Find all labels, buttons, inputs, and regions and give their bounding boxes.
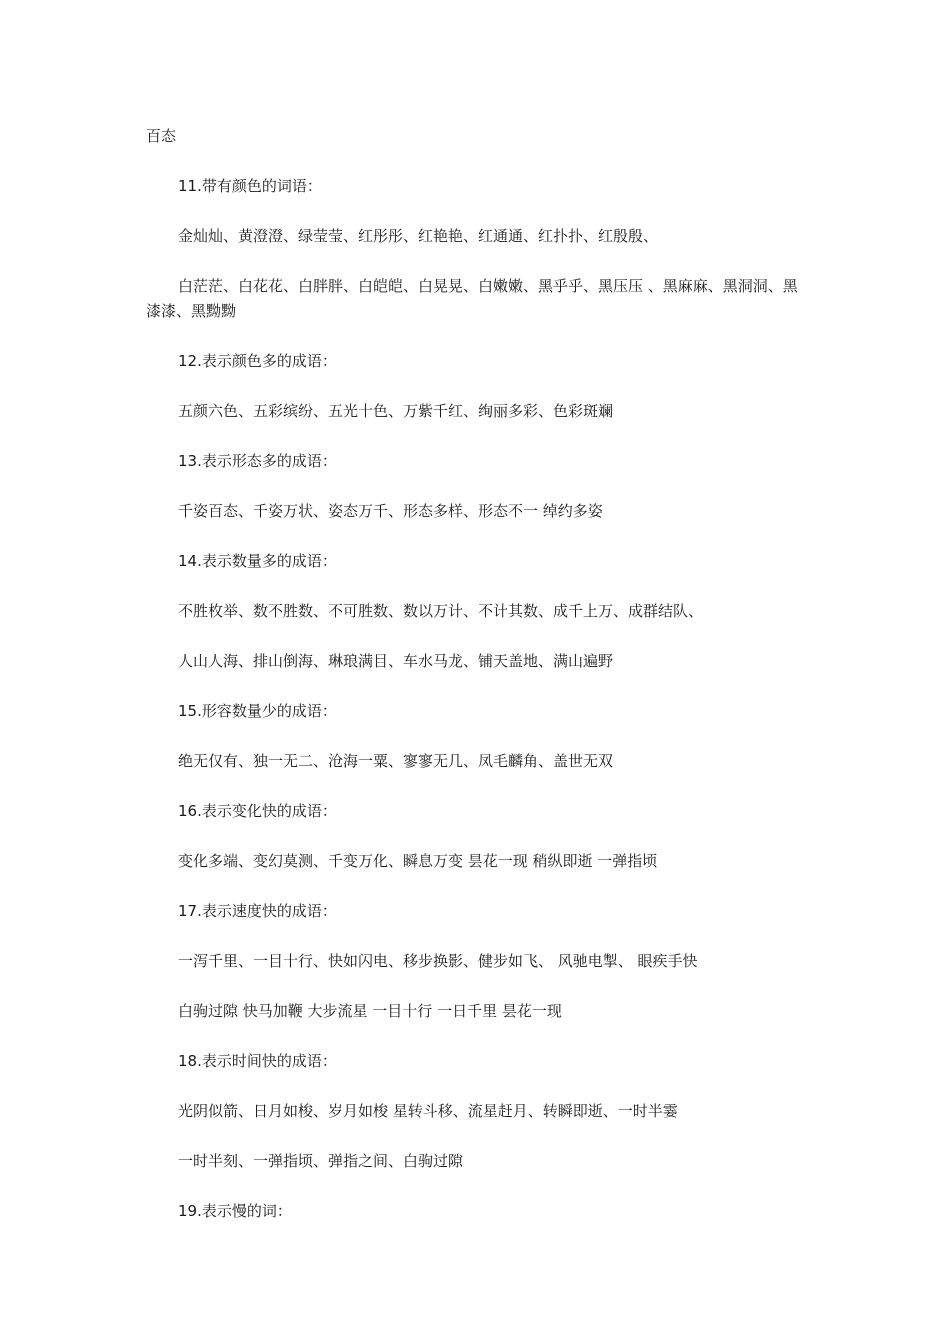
paragraph-time-idioms-1: 光阴似箭、日月如梭、岁月如梭 星转斗移、流星赶月、转瞬即逝、一时半霎 [178, 1102, 678, 1120]
paragraph-17-heading: 17.表示速度快的成语： [178, 902, 337, 920]
paragraph-few-idioms: 绝无仅有、独一无二、沧海一粟、寥寥无几、凤毛麟角、盖世无双 [178, 752, 614, 770]
document-body [146, 124, 810, 1249]
paragraph-19-heading: 19.表示慢的词： [178, 1202, 292, 1220]
document-title: 百态 [146, 127, 177, 145]
paragraph-14-heading: 14.表示数量多的成语： [178, 552, 337, 570]
paragraph-speed-idioms-2: 白驹过隙 快马加鞭 大步流星 一目十行 一日千里 昙花一现 [178, 1002, 562, 1020]
paragraph-color-idioms: 五颜六色、五彩缤纷、五光十色、万紫千红、绚丽多彩、色彩斑斓 [178, 402, 614, 420]
paragraph-change-idioms: 变化多端、变幻莫测、千变万化、瞬息万变 昙花一现 稍纵即逝 一弹指顷 [178, 852, 658, 870]
paragraph-13-heading: 13.表示形态多的成语： [178, 452, 337, 470]
paragraph-speed-idioms-1: 一泻千里、一目十行、快如闪电、移步换影、健步如飞、 风驰电掣、 眼疾手快 [178, 952, 698, 970]
paragraph-color-words-1: 金灿灿、黄澄澄、绿莹莹、红彤彤、红艳艳、红通通、红扑扑、红殷殷、 [178, 227, 659, 245]
paragraph-color-words-2: 白茫茫、白花花、白胖胖、白皑皑、白晃晃、白嫩嫩、黑乎乎、黑压压 、黑麻麻、黑洞洞、黑漆漆、黑黝黝 [146, 277, 798, 320]
paragraph-18-heading: 18.表示时间快的成语： [178, 1052, 337, 1070]
paragraph-12-heading: 12.表示颜色多的成语： [178, 352, 337, 370]
paragraph-many-idioms-1: 不胜枚举、数不胜数、不可胜数、数以万计、不计其数、成千上万、成群结队、 [178, 602, 704, 620]
paragraph-time-idioms-2: 一时半刻、一弹指顷、弹指之间、白驹过隙 [178, 1152, 464, 1170]
paragraph-16-heading: 16.表示变化快的成语： [178, 802, 337, 820]
paragraph-many-idioms-2: 人山人海、排山倒海、琳琅满目、车水马龙、铺天盖地、满山遍野 [178, 652, 614, 670]
paragraph-form-idioms: 千姿百态、千姿万状、姿态万千、形态多样、形态不一 绰约多姿 [178, 502, 603, 520]
paragraph-15-heading: 15.形容数量少的成语： [178, 702, 337, 720]
paragraph-11-heading: 11.带有颜色的词语： [178, 177, 322, 195]
